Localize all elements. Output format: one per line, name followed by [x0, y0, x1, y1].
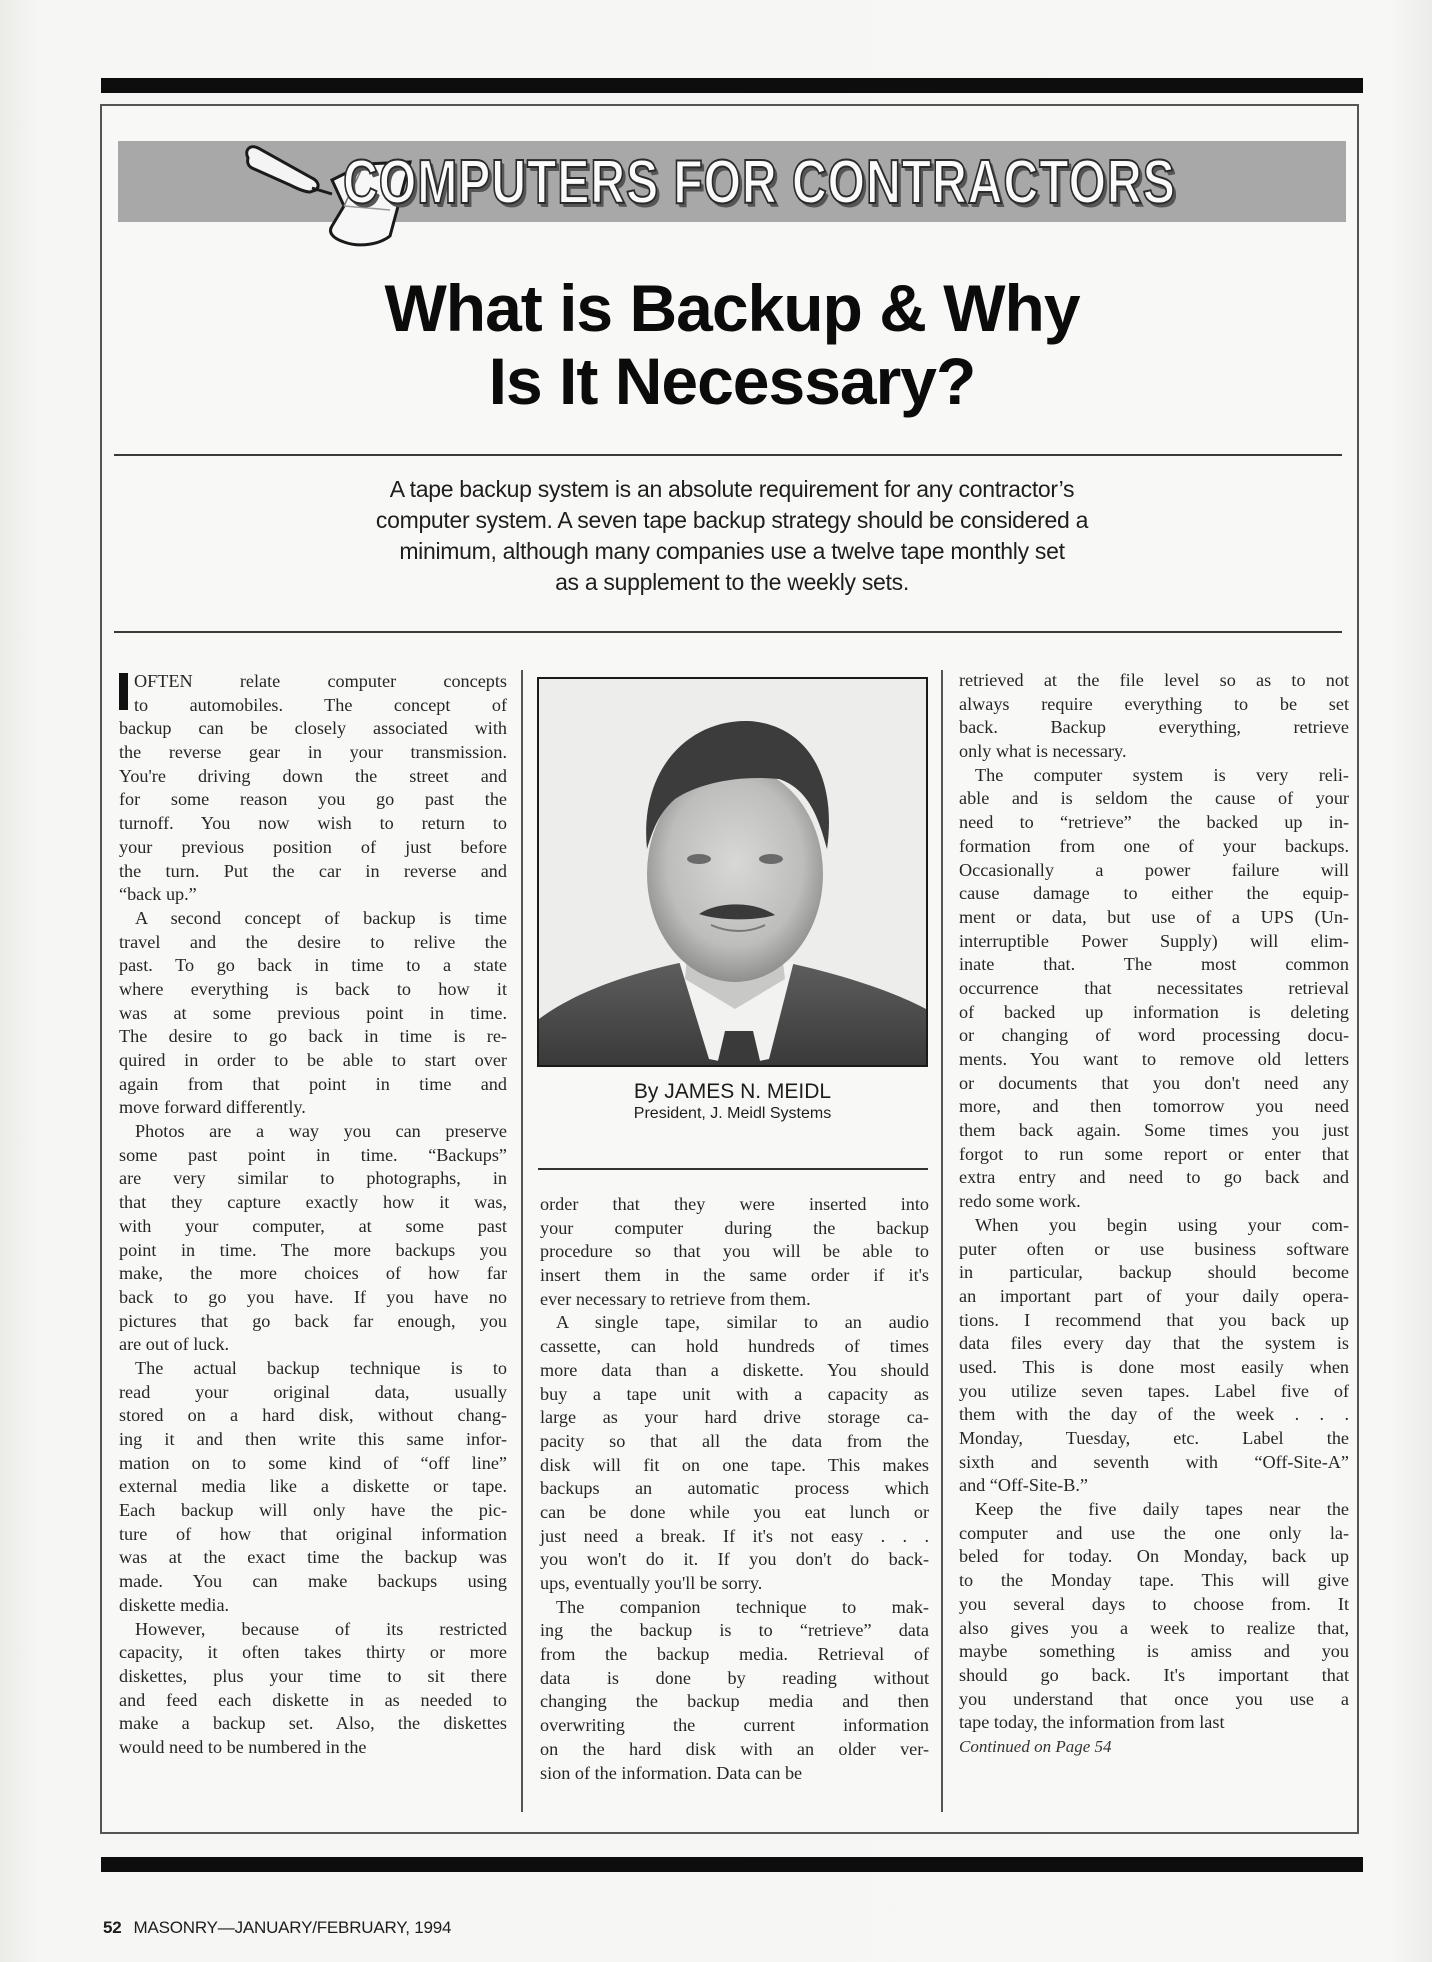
article-text-line: past. To go back in time to a state [119, 955, 507, 976]
article-text-line: ing the backup is to “retrieve” data [540, 1620, 929, 1641]
deck-line-3: minimum, although many companies use a twelve tape monthly set [399, 538, 1065, 564]
article-text-line: overwriting the current information [540, 1715, 929, 1736]
article-text-line: puter often or use business software [959, 1238, 1349, 1259]
article-text-line: need to “retrieve” the backed up in- [959, 812, 1349, 833]
article-text-line: and feed each diskette in as needed to [119, 1689, 507, 1710]
author-name: By JAMES N. MEIDL [633, 1080, 832, 1103]
byline-rule [538, 1168, 928, 1170]
article-text-line: The companion technique to mak- [556, 1596, 929, 1617]
article-text-line: pacity so that all the data from the [540, 1430, 929, 1451]
article-text-line: occurrence that necessitates retrieval [959, 977, 1349, 998]
article-text-line: quired in order to be able to start over [119, 1050, 507, 1070]
article-text-line: back. Backup everything, retrieve [959, 717, 1349, 738]
article-text-line: to the Monday tape. This will give [959, 1570, 1349, 1591]
article-text-line: where everything is back to how it [119, 978, 507, 999]
article-text-line: Monday, Tuesday, etc. Label the [959, 1428, 1349, 1448]
continued-on-link[interactable]: Continued on Page 54 [959, 1736, 1112, 1756]
article-text-line: You're driving down the street and [119, 765, 507, 786]
article-text-line: always require everything to be set [959, 693, 1349, 714]
article-text-line: extra entry and need to go back and [959, 1167, 1349, 1188]
article-text-line: “back up.” [119, 884, 197, 905]
article-text-line: The desire to go back in time is re- [119, 1026, 507, 1047]
article-text-line: was at some previous point in time. [119, 1002, 507, 1023]
article-text-line: able and is seldom the cause of your [959, 788, 1349, 809]
article-text-line: or changing of word processing docu- [959, 1025, 1349, 1046]
article-text-line: from the backup media. Retrieval of [540, 1644, 929, 1665]
headline-line-2: Is It Necessary? [488, 344, 976, 418]
article-text-line: used. This is done most easily when [959, 1356, 1349, 1377]
article-text-line: diskettes, plus your time to sit there [119, 1665, 507, 1686]
article-text-line: of backed up information is deleting [959, 1001, 1349, 1022]
deck-top-rule [114, 454, 1342, 456]
article-text-line: ments. You want to remove old letters [959, 1049, 1349, 1069]
article-text-line: When you begin using your com- [975, 1214, 1349, 1235]
article-text-line: you utilize seven tapes. Label five of [959, 1380, 1349, 1401]
column-divider-1 [521, 670, 523, 1812]
article-text-line: your computer during the backup [540, 1217, 929, 1238]
article-text-line: procedure so that you will be able to [540, 1241, 929, 1262]
article-text-line: some past point in time. “Backups” [119, 1144, 507, 1165]
article-text-line: The actual backup technique is to [135, 1357, 507, 1378]
article-text-line: would need to be numbered in the [119, 1736, 367, 1757]
article-text-line: forgot to run some report or enter that [959, 1143, 1349, 1164]
article-text-line: point in time. The more backups you [119, 1239, 507, 1260]
article-text-line: your previous position of just before [119, 836, 507, 857]
article-text-line: large as your hard drive storage ca- [540, 1407, 929, 1428]
article-text-line: an important part of your daily opera- [959, 1285, 1349, 1306]
article-text-line: buy a tape unit with a capacity as [540, 1383, 929, 1404]
article-text-line: Keep the five daily tapes near the [975, 1499, 1349, 1520]
article-text-line: tape today, the information from last [959, 1712, 1225, 1733]
article-text-line: interruptible Power Supply) will elim- [959, 930, 1349, 951]
article-text-line: them back again. Some times you just [959, 1120, 1349, 1141]
article-text-line: move forward differently. [119, 1097, 306, 1118]
article-text-line: also gives you a week to realize that, [959, 1617, 1349, 1638]
article-text-line: made. You can make backups using [119, 1571, 507, 1592]
article-text-line: stored on a hard disk, without chang- [119, 1405, 507, 1426]
article-text-line: read your original data, usually [119, 1381, 507, 1402]
bottom-rule-bar [101, 1857, 1363, 1872]
column-divider-2 [941, 670, 943, 1812]
article-text-line: with your computer, at some past [119, 1215, 507, 1236]
article-text-line: just need a break. If it's not easy . . . [540, 1525, 929, 1546]
article-text-line: in particular, backup should become [959, 1262, 1349, 1283]
article-text-line: capacity, it often takes thirty or more [119, 1642, 507, 1663]
article-text-line: the turn. Put the car in reverse and [119, 860, 507, 881]
deck-bottom-rule [114, 631, 1342, 633]
article-text-line: make a backup set. Also, the diskettes [119, 1713, 507, 1734]
article-text-line: A single tape, similar to an audio [556, 1312, 929, 1333]
article-text-line: ing it and then write this same infor- [119, 1429, 507, 1449]
article-text-line: or documents that you don't need any [959, 1072, 1349, 1093]
article-text-line: beled for today. On Monday, back up [959, 1546, 1349, 1567]
article-text-line: maybe something is amiss and you [959, 1641, 1349, 1662]
article-text-line: cassette, can hold hundreds of times [540, 1336, 929, 1357]
article-text-line: you several days to choose from. It [959, 1593, 1349, 1614]
article-text-line: inate that. The most common [959, 954, 1349, 975]
article-text-line: backups an automatic process which [540, 1478, 929, 1499]
article-text-line: you won't do it. If you don't do back- [540, 1549, 929, 1570]
portrait-image [539, 679, 926, 1065]
article-text-line: them with the day of the week . . . [959, 1404, 1349, 1425]
article-text-line: turnoff. You now wish to return to [119, 813, 507, 834]
article-text-line: sixth and seventh with “Off-Site-A” [959, 1451, 1349, 1472]
deck-line-4: as a supplement to the weekly sets. [555, 569, 909, 595]
article-column-3 [959, 669, 1349, 1759]
article-text-line: was at the exact time the backup was [119, 1547, 507, 1568]
article-text-line: OFTEN relate computer concepts [134, 671, 507, 691]
article-text-line: Occasionally a power failure will [959, 859, 1349, 880]
page-number: 52 [103, 1918, 122, 1937]
article-text-line: again from that point in time and [119, 1073, 507, 1094]
article-text-line: back to go you have. If you have no [119, 1286, 507, 1307]
article-text-line: Each backup will only have the pic- [119, 1500, 507, 1521]
article-text-line: travel and the desire to relive the [119, 931, 507, 952]
drop-cap-i [119, 673, 128, 710]
article-text-line: that they capture exactly how it was, [119, 1192, 507, 1213]
article-text-line: disk will fit on one tape. This makes [540, 1454, 929, 1475]
article-text-line: order that they were inserted into [540, 1194, 929, 1214]
article-text-line: insert them in the same order if it's [540, 1265, 929, 1286]
headline-line-1: What is Backup & Why [384, 271, 1080, 345]
article-text-line: ture of how that original information [119, 1523, 507, 1544]
article-text-line: only what is necessary. [959, 741, 1127, 762]
article-text-line: backup can be closely associated with [119, 718, 507, 739]
article-text-line: A second concept of backup is time [135, 907, 507, 928]
article-text-line: can be done while you eat lunch or [540, 1501, 929, 1522]
article-text-line: ups, eventually you'll be sorry. [540, 1573, 763, 1593]
article-text-line: should go back. It's important that [959, 1664, 1349, 1685]
article-text-line: you understand that once you use a [959, 1688, 1349, 1709]
article-column-2 [540, 1193, 929, 1785]
article-text-line: tions. I recommend that you back up [959, 1309, 1349, 1330]
article-text-line: ment or data, but use of a UPS (Un- [959, 906, 1349, 927]
article-text-line: to automobiles. The concept of [134, 694, 507, 715]
top-rule-bar [101, 78, 1363, 93]
article-text-line: for some reason you go past the [119, 789, 507, 810]
article-text-line: redo some work. [959, 1191, 1081, 1212]
article-text-line: ever necessary to retrieve from them. [540, 1288, 811, 1309]
publication-info: MASONRY—JANUARY/FEBRUARY, 1994 [133, 1918, 452, 1937]
article-text-line: retrieved at the file level so as to not [959, 670, 1349, 690]
article-text-line: diskette media. [119, 1594, 230, 1615]
article-text-line: The computer system is very reli- [975, 764, 1349, 785]
section-title: COMPUTERS FOR CONTRACTORS [343, 148, 1176, 217]
deck-line-1: A tape backup system is an absolute requirement for any contractor’s [389, 476, 1075, 502]
article-text-line: are out of luck. [119, 1334, 230, 1355]
article-text-line: However, because of its restricted [135, 1618, 507, 1639]
article-text-line: sion of the information. Data can be [540, 1762, 803, 1783]
author-title: President, J. Meidl Systems [633, 1105, 832, 1122]
article-text-line: mation on to some kind of “off line” [119, 1452, 507, 1473]
article-text-line: and “Off-Site-B.” [959, 1475, 1088, 1496]
article-column-1 [119, 670, 507, 1760]
deck-line-2: computer system. A seven tape backup strategy should be considered a [375, 507, 1089, 533]
article-text-line: on the hard disk with an older ver- [540, 1738, 929, 1759]
article-text-line: changing the backup media and then [540, 1691, 929, 1712]
article-text-line: computer and use the one only la- [959, 1522, 1349, 1543]
article-text-line: more, and then tomorrow you need [959, 1096, 1349, 1117]
article-text-line: formation from one of your backups. [959, 835, 1349, 856]
article-text-line: make, the more choices of how far [119, 1263, 507, 1284]
article-text-line: are very similar to photographs, in [119, 1168, 507, 1189]
article-text-line: data is done by reading without [540, 1667, 929, 1688]
article-text-line: the reverse gear in your transmission. [119, 742, 507, 763]
article-text-line: cause damage to either the equip- [959, 883, 1349, 904]
author-photo [537, 677, 928, 1067]
article-text-line: Photos are a way you can preserve [135, 1121, 507, 1142]
article-text-line: data files every day that the system is [959, 1333, 1349, 1354]
article-text-line: external media like a diskette or tape. [119, 1476, 507, 1497]
article-text-line: more data than a diskette. You should [540, 1359, 929, 1380]
article-text-line: pictures that go back far enough, you [119, 1310, 507, 1331]
page-footer [103, 1918, 451, 1938]
